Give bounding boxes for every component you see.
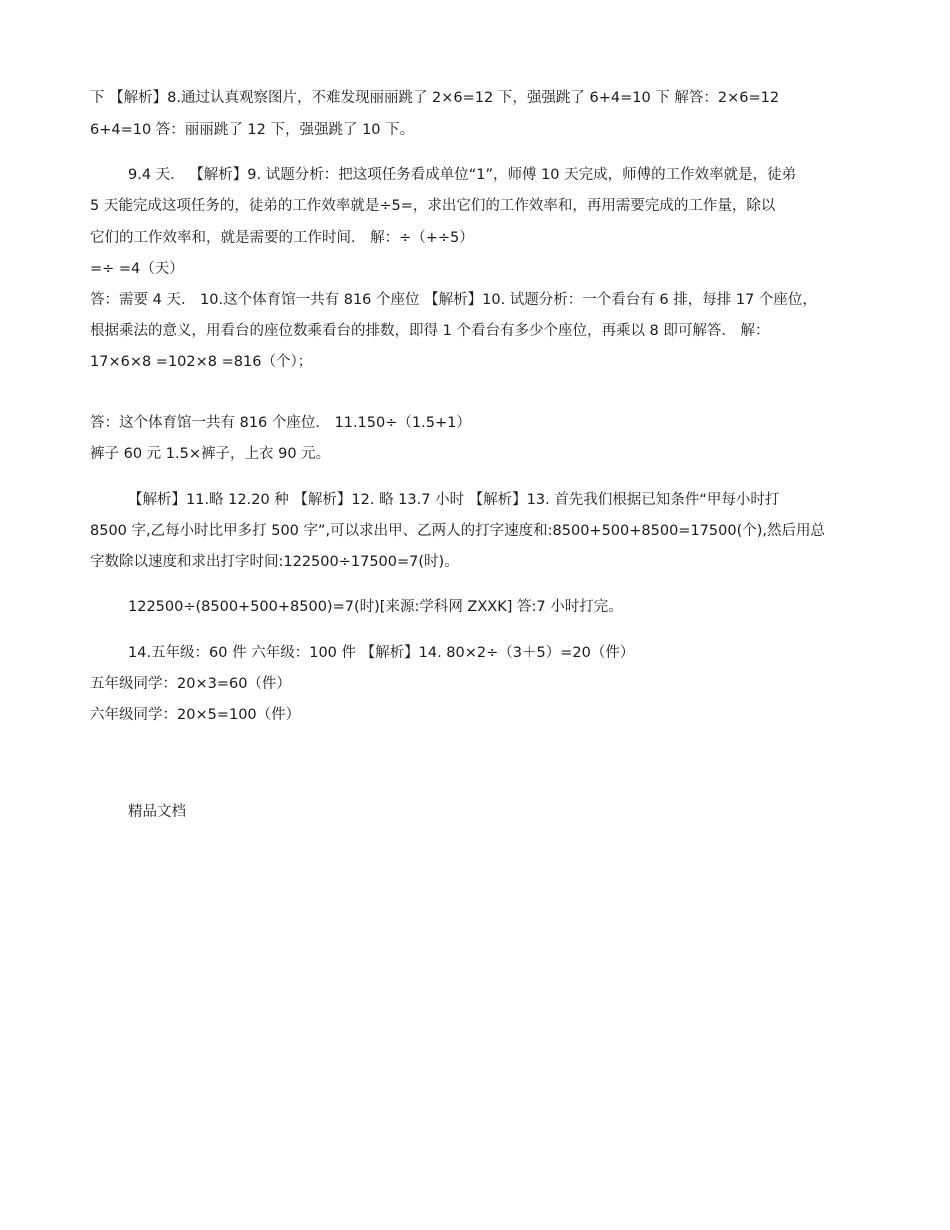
text-line: 它们的工作效率和，就是需要的工作时间． 解：÷（+÷5） [90,230,474,246]
text-line: 122500÷(8500+500+8500)=7(时)[来源:学科网 ZXXK] 答:7 小时打完。 [128,599,623,615]
text-line: 裤子 60 元 1.5×裤子，上衣 90 元。 [90,446,331,462]
text-line: 下 【解析】8.通过认真观察图片，不难发现丽丽跳了 2×6=12 下，强强跳了 6+4=10 下 解答：2×6=12 [90,90,780,106]
text-line: =÷ =4（天） [90,261,184,277]
text-line: 14.五年级：60 件 六年级：100 件 【解析】14. 80×2÷（3＋5）=20（件） [128,645,635,661]
text-line: 五年级同学：20×3=60（件） [90,676,291,692]
footer-label: 精品文档 [128,804,186,820]
text-line: 6+4=10 答：丽丽跳了 12 下，强强跳了 10 下。 [90,122,415,138]
text-line: 答：这个体育馆一共有 816 个座位． 11.150÷（1.5+1） [90,415,471,431]
text-line: 字数除以速度和求出打字时间:122500÷17500=7(时)。 [90,554,459,570]
text-line: 根据乘法的意义，用看台的座位数乘看台的排数，即得 1 个看台有多少个座位，再乘以 8 即可解答． 解： [90,323,770,339]
text-line: 六年级同学：20×5=100（件） [90,707,301,723]
text-line: 17×6×8 =102×8 =816（个）； [90,354,313,370]
text-line: 答：需要 4 天． 10.这个体育馆一共有 816 个座位 【解析】10. 试题分析：一个看台有 6 排，每排 17 个座位， [90,292,817,308]
text-line: 8500 字,乙每小时比甲多打 500 字”,可以求出甲、乙两人的打字速度和:8500+500+8500=17500(个),然后用总 [90,523,825,539]
text-line: 【解析】11.略 12.20 种 【解析】12. 略 13.7 小时 【解析】13. 首先我们根据已知条件“甲每小时打 [128,492,780,508]
text-line: 9.4 天． 【解析】9. 试题分析：把这项任务看成单位“1”，师傅 10 天完成，师傅的工作效率就是，徒弟 [128,167,797,183]
text-line: 5 天能完成这项任务的，徒弟的工作效率就是÷5=，求出它们的工作效率和，再用需要完成的工作量，除以 [90,198,776,214]
